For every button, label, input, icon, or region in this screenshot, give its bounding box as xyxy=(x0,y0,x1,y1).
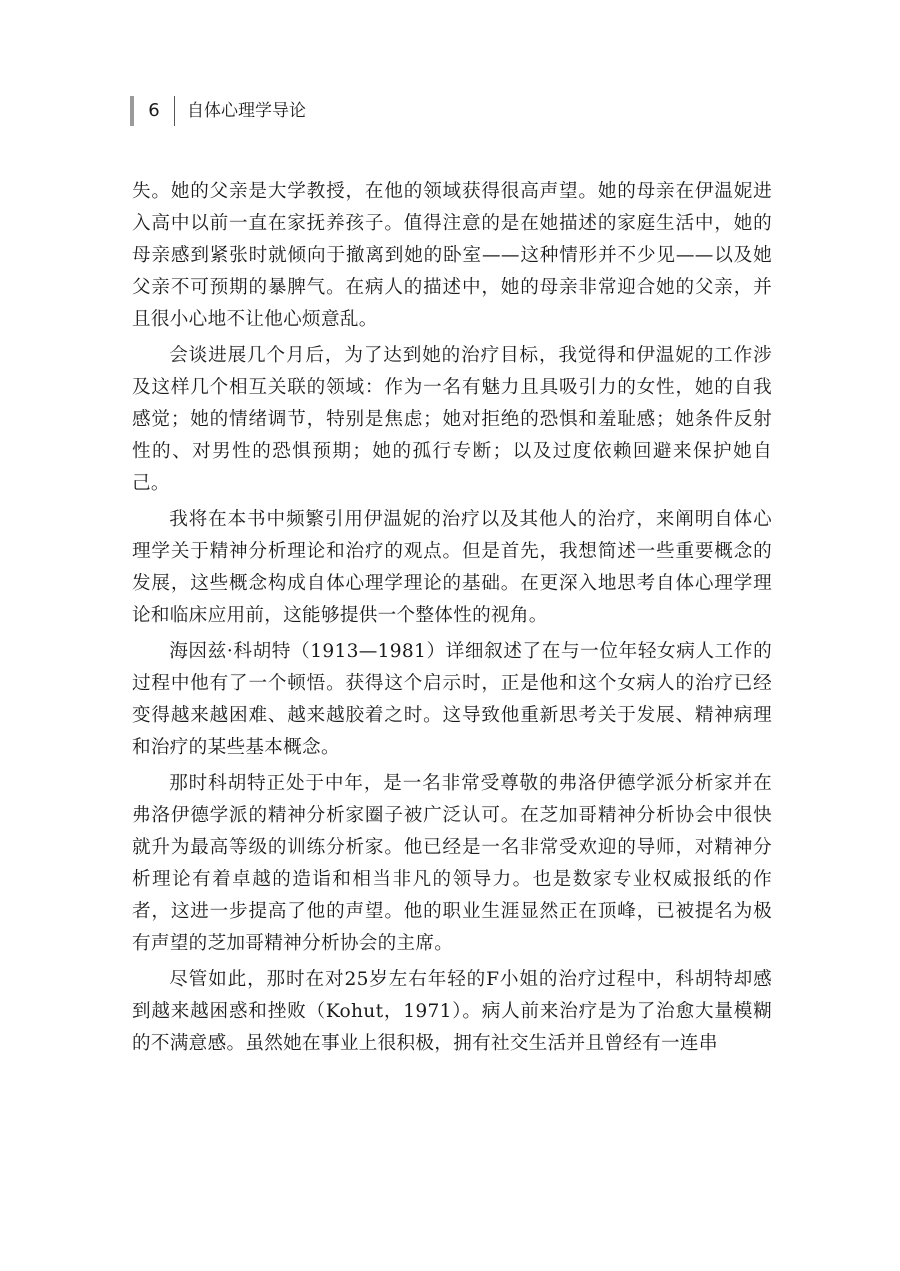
page-number: 6 xyxy=(148,100,160,121)
running-header xyxy=(130,96,306,126)
paragraph: 那时科胡特正处于中年，是一名非常受尊敬的弗洛伊德学派分析家并在弗洛伊德学派的精神分析家圈子被广泛认可。在芝加哥精神分析协会中很快就升为最高等级的训练分析家。他已经是一名非常受欢迎的导师，对精神分析理论有着卓越的造诣和相当非凡的领导力。也是数家专业权威报纸的作者，这进一步提高了他的声望。他的职业生涯显然正在顶峰，已被提名为极有声望的芝加哥精神分析协会的主席。 xyxy=(132,773,772,954)
paragraph: 我将在本书中频繁引用伊温妮的治疗以及其他人的治疗，来阐明自体心理学关于精神分析理论和治疗的观点。但是首先，我想简述一些重要概念的发展，这些概念构成自体心理学理论的基础。在更深入地思考自体心理学理论和临床应用前，这能够提供一个整体性的视角。 xyxy=(132,509,772,626)
paragraph-continuation: 失。她的父亲是大学教授，在他的领域获得很高声望。她的母亲在伊温妮进入高中以前一直在家抚养孩子。值得注意的是在她描述的家庭生活中，她的母亲感到紧张时就倾向于撤离到她的卧室——这种情形并不少见——以及她父亲不可预期的暴脾气。在病人的描述中，她的母亲非常迎合她的父亲，并且很小心地不让他心烦意乱。 xyxy=(132,181,772,330)
book-title: 自体心理学导论 xyxy=(187,101,306,121)
paragraph: 会谈进展几个月后，为了达到她的治疗目标，我觉得和伊温妮的工作涉及这样几个相互关联的领域：作为一名有魅力且具吸引力的女性，她的自我感觉；她的情绪调节，特别是焦虑；她对拒绝的恐惧和羞耻感；她条件反射性的、对男性的恐惧预期；她的孤行专断；以及过度依赖回避来保护她自己。 xyxy=(132,345,772,494)
paragraph: 尽管如此，那时在对25岁左右年轻的F小姐的治疗过程中，科胡特却感到越来越困惑和挫败（Kohut，1971）。病人前来治疗是为了治愈大量模糊的不满意感。虽然她在事业上很积极，拥有社交生活并且曾经有一连串 xyxy=(132,969,772,1054)
paragraph: 海因兹·科胡特（1913—1981）详细叙述了在与一位年轻女病人工作的过程中他有了一个顿悟。获得这个启示时，正是他和这个女病人的治疗已经变得越来越困难、越来越胶着之时。这导致他重新思考关于发展、精神病理和治疗的某些基本概念。 xyxy=(132,641,772,758)
page-body xyxy=(132,176,772,1060)
